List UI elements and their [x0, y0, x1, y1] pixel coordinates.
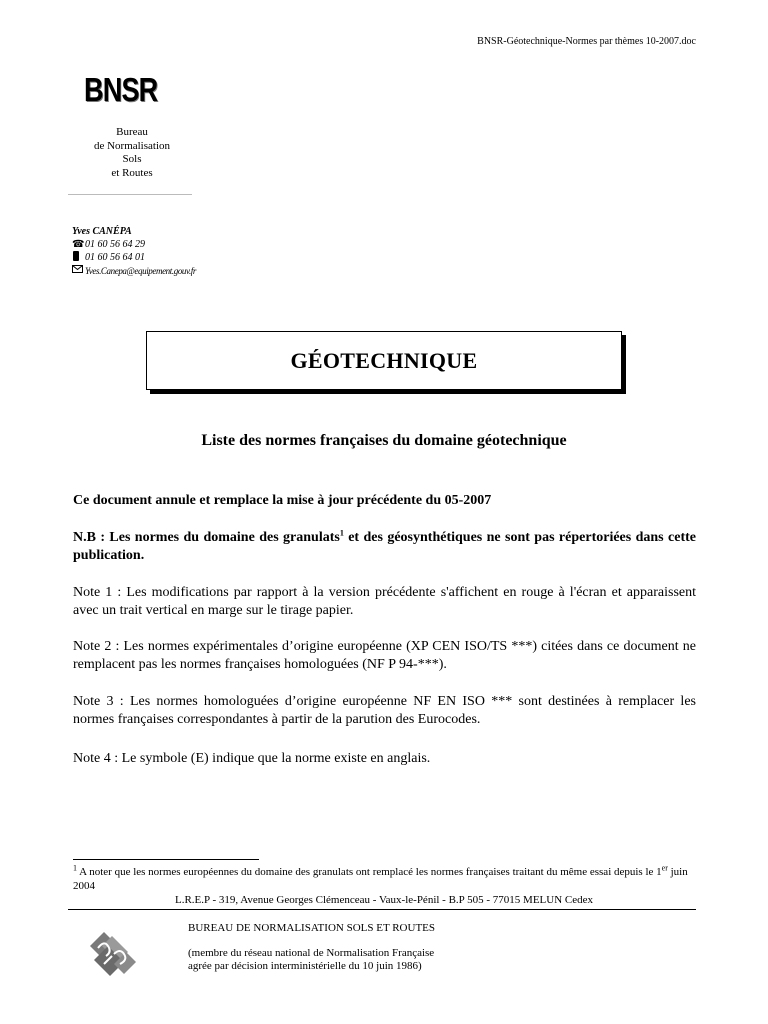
contact-name: Yves CANÉPA — [72, 226, 132, 237]
footer-org-name: BUREAU DE NORMALISATION SOLS ET ROUTES — [188, 922, 436, 934]
supersedes-notice: Ce document annule et remplace la mise à jour précédente du 05-2007 — [73, 493, 492, 508]
contact-email[interactable]: Yves.Canepa@equipement.gouv.fr — [85, 266, 197, 276]
org-line: Bureau — [116, 126, 148, 138]
footnote-ref[interactable]: 1 — [339, 528, 344, 538]
page-title: GÉOTECHNIQUE — [290, 347, 478, 373]
note-4: Note 4 : Le symbole (E) indique que la norme existe en anglais. — [73, 751, 431, 766]
bnsr-logo — [84, 70, 184, 110]
footnote-ordinal: er — [661, 863, 668, 873]
contact-phone-row — [72, 239, 196, 251]
footer-organization — [188, 922, 435, 973]
note-2: Note 2 : Les normes expérimentales d’origine européenne (XP CEN ISO/TS ***) citées dans ce document ne remplacent pas les normes françaises homologuées (NF P 94-***). — [73, 639, 696, 672]
contact-fax-row — [72, 251, 196, 265]
document-filename: BNSR-Géotechnique-Normes par thèmes 10-2007.doc — [477, 36, 696, 47]
footnote-text-end: juin 2004 — [73, 866, 688, 892]
logo-text: BNSR — [84, 71, 158, 108]
note-1: Note 1 : Les modifications par rapport à la version précédente s'affichent en rouge à l'écran et apparaissent avec un trait vertical en marge sur le tirage papier. — [73, 585, 696, 618]
footer-address: L.R.E.P - 319, Avenue Georges Clémenceau - Vaux-le-Pénil - B.P 505 - 77015 MELUN Cedex — [174, 894, 594, 906]
footnote-divider — [73, 859, 259, 860]
nb-notice — [73, 529, 696, 565]
fax-icon — [72, 251, 85, 265]
contact-phone: 01 60 56 64 29 — [85, 239, 145, 250]
bnsr-footer-logo-icon — [84, 926, 140, 982]
phone-icon: ☎ — [72, 239, 85, 250]
nb-text-start: N.B : Les normes du domaine des granulats — [73, 530, 340, 545]
page-subtitle: Liste des normes françaises du domaine géotechnique — [201, 432, 567, 449]
note-3: Note 3 : Les normes homologuées d’origine européenne NF EN ISO *** sont destinées à remplacer les normes françaises correspondantes à partir de la parution des Eurocodes. — [73, 694, 696, 727]
footer-divider — [68, 909, 696, 910]
nb-text-end: et des géosynthétiques ne sont pas répertoriées dans cette publication. — [73, 530, 696, 563]
footnote-mark: 1 — [73, 863, 77, 873]
footnote-text-start: A noter que les normes européennes du domaine des granulats ont remplacé les normes françaises traitant du même essai depuis le 1 — [77, 866, 662, 878]
organization-name — [72, 126, 192, 180]
org-line: et Routes — [111, 166, 153, 179]
footer-member-line: agrée par décision interministérielle du 10 juin 1986) — [188, 960, 422, 972]
footer-member-line: (membre du réseau national de Normalisation Française — [188, 947, 435, 959]
org-divider — [68, 194, 192, 195]
org-line: de Normalisation — [93, 139, 171, 152]
footnote — [73, 865, 696, 893]
contact-email-row — [72, 265, 196, 277]
contact-block — [72, 226, 196, 277]
contact-fax: 01 60 56 64 01 — [85, 252, 145, 263]
title-box — [146, 331, 622, 390]
mail-icon — [72, 265, 85, 277]
org-line: Sols — [122, 153, 142, 165]
